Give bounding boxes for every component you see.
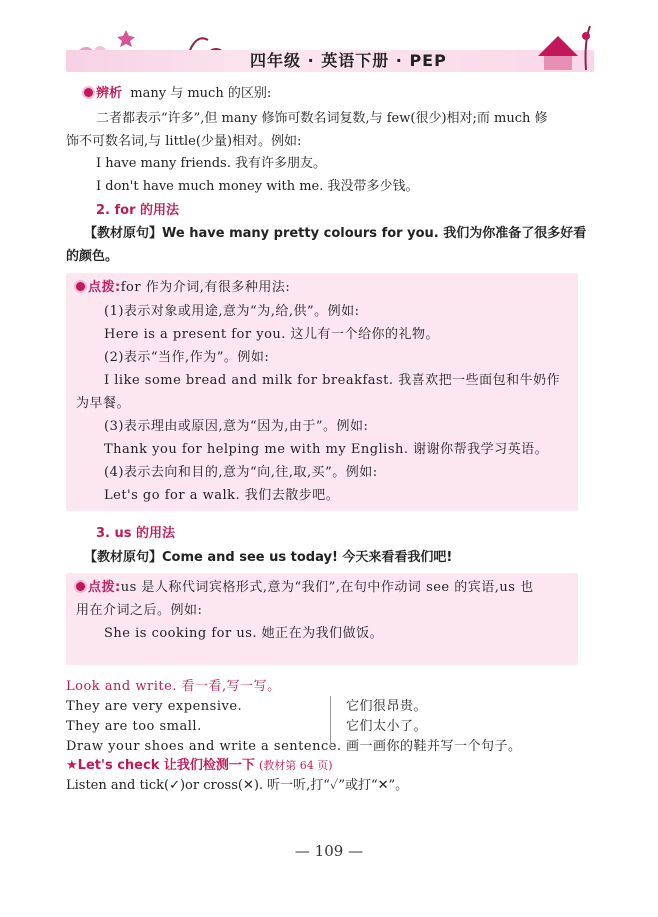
section2-tip-text: for 作为介词,有很多种用法:	[120, 280, 291, 295]
for-item-3: (3)表示理由或原因,意为“因为,由于”。例如:	[104, 419, 369, 434]
section1-para2: 饰不可数名词,与 little(少量)相对。例如:	[66, 134, 302, 149]
bullet-icon	[76, 282, 85, 291]
look-write-zh-2: 它们太小了。	[346, 719, 428, 734]
for-item-1: (1)表示对象或用途,意为“为,给,供”。例如:	[104, 304, 360, 319]
for-item-4: (4)表示去向和目的,意为“向,往,取,买”。例如:	[104, 465, 378, 480]
section1-label-line	[84, 84, 271, 104]
house-decoration-icon	[528, 22, 594, 74]
section2-source-line1	[84, 224, 586, 244]
section2-source-label: 【教材原句】	[84, 226, 163, 241]
section2-source-line2: 的颜色。	[66, 249, 119, 264]
section3-tip-label: 点拨:	[88, 580, 121, 595]
bullet-icon	[84, 88, 93, 97]
section3-tip-text: us 是人称代词宾格形式,意为“我们”,在句中作动词 see 的宾语,us 也	[120, 580, 534, 595]
section1-example2: I don't have much money with me. 我没带多少钱。	[96, 179, 419, 194]
page-title: 四年级 · 英语下册 · PEP	[250, 51, 447, 70]
section3-tip-line1	[76, 578, 534, 598]
lets-check-text: Listen and tick(✓)or cross(✕). 听一听,打“✓”或打“✕”。	[66, 778, 409, 793]
for-example-4: Let's go for a walk. 我们去散步吧。	[104, 488, 340, 503]
look-write-title: Look and write. 看一看,写一写。	[66, 679, 281, 694]
section3-source-text: Come and see us today! 今天来看看我们吧!	[162, 550, 453, 565]
section1-example1: I have many friends. 我有许多朋友。	[96, 156, 326, 171]
bullet-icon	[76, 582, 85, 591]
column-divider	[330, 696, 331, 748]
for-example-3: Thank you for helping me with my English. 谢谢你帮我学习英语。	[104, 442, 549, 457]
section1-label: 辨析	[96, 86, 123, 101]
page-header	[66, 18, 594, 74]
look-write-en-2: They are too small.	[66, 719, 202, 734]
look-write-zh-1: 它们很昂贵。	[346, 699, 428, 714]
section3-heading: 3. us 的用法	[96, 526, 176, 541]
lets-check-line	[66, 756, 333, 776]
section1-para1: 二者都表示“许多”,但 many 修饰可数名词复数,与 few(很少)相对;而 much 修	[96, 111, 548, 126]
section2-tip-label: 点拨:	[88, 280, 121, 295]
section3-source	[84, 548, 452, 568]
page-number: — 109 —	[294, 842, 364, 860]
section3-example: She is cooking for us. 她正在为我们做饭。	[104, 626, 384, 641]
section3-tip-line2: 用在介词之后。例如:	[76, 603, 203, 618]
look-write-en-3: Draw your shoes and write a sentence.	[66, 739, 342, 754]
section2-source-text: We have many pretty colours for you. 我们为你准备了很多好看	[162, 226, 587, 241]
look-write-zh-3: 画一画你的鞋并写一个句子。	[346, 739, 522, 754]
section2-tip	[76, 278, 290, 298]
section2-heading: 2. for 的用法	[96, 203, 180, 218]
section3-source-label: 【教材原句】	[84, 550, 163, 565]
look-write-en-1: They are very expensive.	[66, 699, 243, 714]
lets-check-page-ref: (教材第 64 页)	[259, 759, 333, 772]
for-item-2: (2)表示“当作,作为”。例如:	[104, 350, 270, 365]
for-example-2-cont: 为早餐。	[76, 396, 131, 411]
for-example-1: Here is a present for you. 这儿有一个给你的礼物。	[104, 327, 440, 342]
lets-check-title: ★Let's check 让我们检测一下	[66, 758, 255, 773]
for-example-2: I like some bread and milk for breakfast. 我喜欢把一些面包和牛奶作	[104, 373, 561, 388]
section1-label-text: many 与 much 的区别:	[130, 86, 272, 101]
